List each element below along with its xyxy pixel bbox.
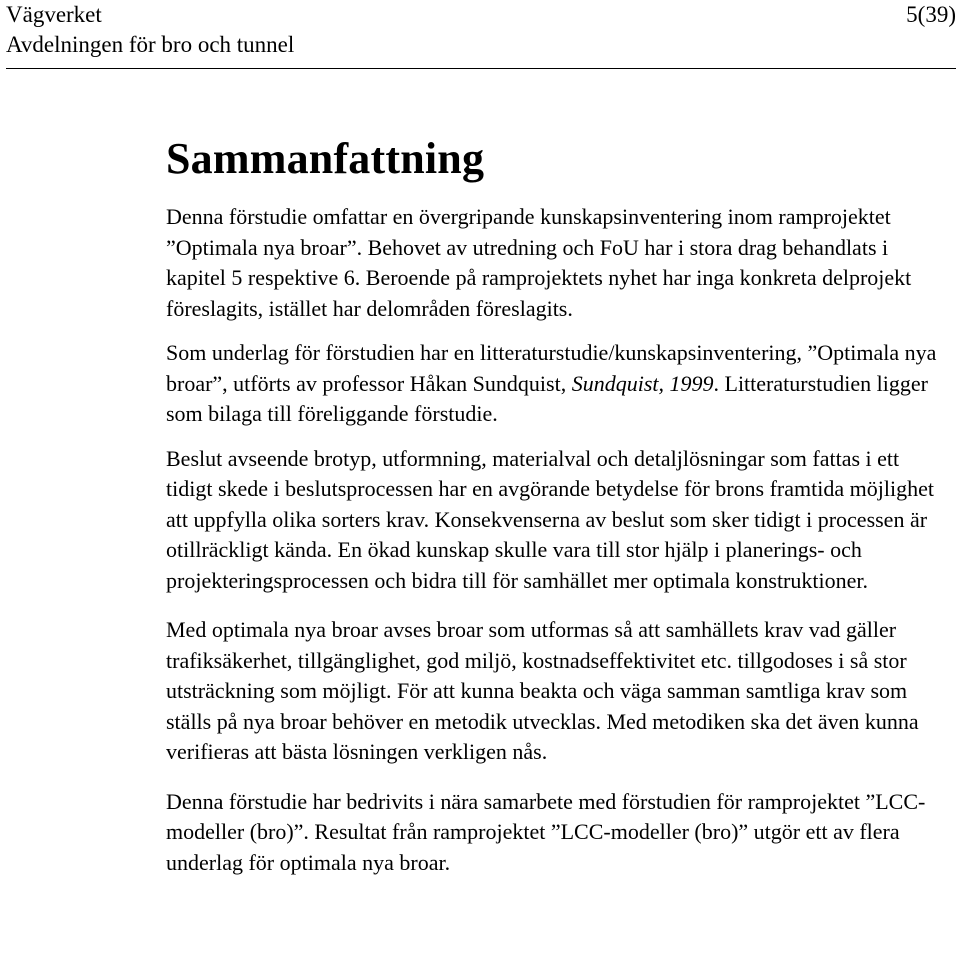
paragraph-1: Denna förstudie omfattar en övergripande kunskapsinventering inom ramprojektet ”Optimala nya broar”. Behovet av utredning och FoU har i stora drag behandlats i kapitel 5 respektive 6. Beroende på ramprojektets nyhet har inga konkreta delprojekt föreslagits, istället har delområden föreslagits. xyxy=(166,204,912,321)
paragraph-2-text-after: . Litteraturstudien ligger som bilaga till föreliggande förstudie. xyxy=(166,370,928,426)
section-title: Sammanfattning xyxy=(166,134,485,183)
paragraph-3: Beslut avseende brotyp, utformning, materialval och detaljlösningar som fattas i ett tidigt skede i beslutsprocessen har en avgörande betydelse för brons framtida möjlighet att uppfylla olika sorters krav. Konsekvenserna av beslut som sker tidigt i processen är otillräckligt kända. En ökad kunskap skulle vara till stor hjälp i planerings- och projekteringsprocessen och bidra till för samhället mer optimala konstruktioner. xyxy=(166,445,934,593)
organization-name: Vägverket xyxy=(6,2,102,27)
paragraph-2 xyxy=(166,338,940,430)
document-body xyxy=(166,128,940,892)
header-divider xyxy=(6,68,956,69)
page-header xyxy=(6,0,956,70)
paragraph-2-text-before: Som underlag för förstudien har en litteraturstudie/kunskapsinventering, ”Optimala nya broar”, utförts av professor Håkan Sundquist, xyxy=(166,340,937,396)
department-name: Avdelningen för bro och tunnel xyxy=(6,32,295,57)
paragraph-5: Denna förstudie har bedrivits i nära samarbete med förstudien för ramprojektet ”LCC-modeller (bro)”. Resultat från ramprojektet ”LCC-modeller (bro)” utgör ett av flera underlag för optimala nya broar. xyxy=(166,788,926,875)
citation: Sundquist, 1999 xyxy=(571,370,714,396)
paragraph-4: Med optimala nya broar avses broar som utformas så att samhällets krav vad gäller trafiksäkerhet, tillgänglighet, god miljö, kostnadseffektivitet etc. tillgodoses i så stor utsträckning som möjligt. För att kunna beakta och väga samman samtliga krav som ställs på nya broar behöver en metodik utvecklas. Med metodiken ska det även kunna verifieras att bästa lösningen verkligen nås. xyxy=(166,617,919,764)
page-number: 5(39) xyxy=(906,2,956,27)
